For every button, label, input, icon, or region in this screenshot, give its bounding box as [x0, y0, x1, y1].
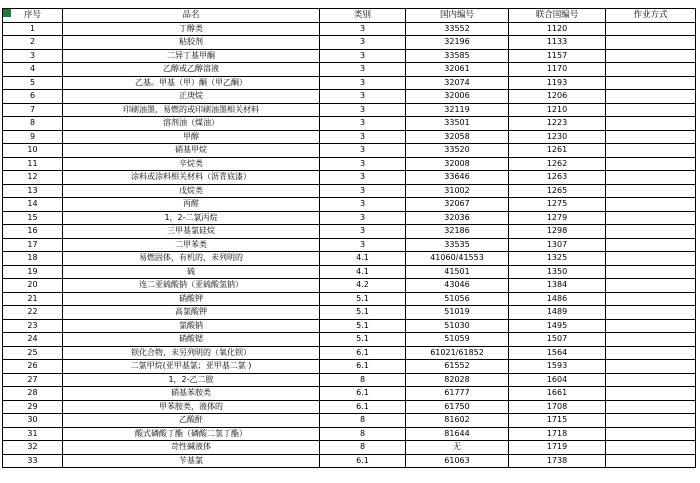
cell-operation[interactable] — [606, 63, 696, 77]
cell-seq[interactable]: 9 — [3, 130, 63, 144]
cell-un-no[interactable]: 1262 — [509, 157, 606, 171]
cell-un-no[interactable]: 1230 — [509, 130, 606, 144]
cell-domestic-no[interactable]: 33552 — [406, 22, 509, 36]
cell-operation[interactable] — [606, 49, 696, 63]
table-row — [3, 441, 696, 455]
table-row — [3, 319, 696, 333]
cell-un-no[interactable]: 1265 — [509, 184, 606, 198]
cell-seq[interactable]: 20 — [3, 279, 63, 293]
cell-domestic-no[interactable]: 43046 — [406, 279, 509, 293]
cell-class[interactable]: 5.1 — [320, 319, 406, 333]
cell-name[interactable]: 苄基氯 — [63, 454, 320, 468]
table-row — [3, 346, 696, 360]
cell-seq[interactable]: 16 — [3, 225, 63, 239]
cell-seq[interactable]: 13 — [3, 184, 63, 198]
cell-domestic-no[interactable]: 32006 — [406, 90, 509, 104]
cell-domestic-no[interactable]: 31002 — [406, 184, 509, 198]
cell-domestic-no[interactable]: 61021/61852 — [406, 346, 509, 360]
cell-name[interactable]: 二氯甲烷(亚甲基氯；亚甲基二氯 ) — [63, 360, 320, 374]
cell-domestic-no[interactable]: 41501 — [406, 265, 509, 279]
cell-name[interactable]: 溶剂油（煤油） — [63, 117, 320, 131]
cell-operation[interactable] — [606, 373, 696, 387]
cell-seq[interactable]: 23 — [3, 319, 63, 333]
cell-seq[interactable]: 5 — [3, 76, 63, 90]
cell-domestic-no[interactable]: 无 — [406, 441, 509, 455]
cell-class[interactable]: 3 — [320, 103, 406, 117]
cell-un-no[interactable]: 1193 — [509, 76, 606, 90]
cell-name[interactable]: 戊烷类 — [63, 184, 320, 198]
cell-un-no[interactable]: 1604 — [509, 373, 606, 387]
cell-domestic-no[interactable]: 32196 — [406, 36, 509, 50]
cell-domestic-no[interactable]: 51019 — [406, 306, 509, 320]
cell-name[interactable]: 连二亚硫酸钠（亚硫酸氢钠） — [63, 279, 320, 293]
cell-class[interactable]: 6.1 — [320, 454, 406, 468]
cell-un-no[interactable]: 1718 — [509, 427, 606, 441]
cell-seq[interactable]: 33 — [3, 454, 63, 468]
cell-name[interactable]: 乙基。甲基（甲）酮（甲乙酮） — [63, 76, 320, 90]
cell-domestic-no[interactable]: 33585 — [406, 49, 509, 63]
table-row — [3, 157, 696, 171]
table-row — [3, 387, 696, 401]
cell-class[interactable]: 8 — [320, 441, 406, 455]
cell-class[interactable]: 8 — [320, 373, 406, 387]
cell-class[interactable]: 4.1 — [320, 252, 406, 266]
cell-seq[interactable]: 24 — [3, 333, 63, 347]
table-row — [3, 373, 696, 387]
cell-domestic-no[interactable]: 32058 — [406, 130, 509, 144]
table-row — [3, 103, 696, 117]
cell-class[interactable]: 3 — [320, 76, 406, 90]
table-row — [3, 90, 696, 104]
cell-domestic-no[interactable]: 32036 — [406, 211, 509, 225]
cell-name[interactable]: 易燃固体，有机的，未列明的 — [63, 252, 320, 266]
cell-domestic-no[interactable]: 33646 — [406, 171, 509, 185]
cell-operation[interactable] — [606, 319, 696, 333]
cell-class[interactable]: 8 — [320, 414, 406, 428]
cell-class[interactable]: 6.1 — [320, 387, 406, 401]
cell-operation[interactable] — [606, 441, 696, 455]
table-row — [3, 427, 696, 441]
cell-seq[interactable]: 6 — [3, 90, 63, 104]
cell-class[interactable]: 3 — [320, 238, 406, 252]
cell-un-no[interactable]: 1325 — [509, 252, 606, 266]
cell-operation[interactable] — [606, 117, 696, 131]
header-seq[interactable]: 序号 — [3, 9, 63, 23]
cell-operation[interactable] — [606, 144, 696, 158]
cell-operation[interactable] — [606, 387, 696, 401]
cell-class[interactable]: 3 — [320, 225, 406, 239]
cell-seq[interactable]: 2 — [3, 36, 63, 50]
cell-seq[interactable]: 12 — [3, 171, 63, 185]
cell-un-no[interactable]: 1263 — [509, 171, 606, 185]
cell-class[interactable]: 8 — [320, 427, 406, 441]
cell-operation[interactable] — [606, 306, 696, 320]
cell-un-no[interactable]: 1170 — [509, 63, 606, 77]
cell-seq[interactable]: 29 — [3, 400, 63, 414]
cell-class[interactable]: 4.1 — [320, 265, 406, 279]
cell-class[interactable]: 3 — [320, 171, 406, 185]
cell-un-no[interactable]: 1210 — [509, 103, 606, 117]
cell-class[interactable]: 3 — [320, 184, 406, 198]
cell-seq[interactable]: 1 — [3, 22, 63, 36]
table-row — [3, 36, 696, 50]
cell-operation[interactable] — [606, 333, 696, 347]
cell-operation[interactable] — [606, 157, 696, 171]
table-row — [3, 22, 696, 36]
cell-domestic-no[interactable]: 32186 — [406, 225, 509, 239]
table-row — [3, 292, 696, 306]
cell-name[interactable]: 粘胶剂 — [63, 36, 320, 50]
cell-operation[interactable] — [606, 211, 696, 225]
cell-class[interactable]: 3 — [320, 36, 406, 50]
cell-operation[interactable] — [606, 184, 696, 198]
cell-class[interactable]: 3 — [320, 198, 406, 212]
cell-operation[interactable] — [606, 265, 696, 279]
cell-name[interactable]: 硝酸锶 — [63, 333, 320, 347]
cell-operation[interactable] — [606, 130, 696, 144]
cell-un-no[interactable]: 1307 — [509, 238, 606, 252]
cell-class[interactable]: 3 — [320, 157, 406, 171]
cell-name[interactable]: 乙酸酐 — [63, 414, 320, 428]
cell-domestic-no[interactable]: 32074 — [406, 76, 509, 90]
cell-seq[interactable]: 28 — [3, 387, 63, 401]
cell-class[interactable]: 3 — [320, 63, 406, 77]
cell-domestic-no[interactable]: 51030 — [406, 319, 509, 333]
cell-operation[interactable] — [606, 400, 696, 414]
cell-class[interactable]: 3 — [320, 144, 406, 158]
table-row — [3, 171, 696, 185]
cell-un-no[interactable]: 1120 — [509, 22, 606, 36]
cell-domestic-no[interactable]: 61750 — [406, 400, 509, 414]
cell-class[interactable]: 3 — [320, 130, 406, 144]
cell-operation[interactable] — [606, 225, 696, 239]
cell-domestic-no[interactable]: 32008 — [406, 157, 509, 171]
cell-domestic-no[interactable]: 41060/41553 — [406, 252, 509, 266]
cell-name[interactable]: 硝基甲烷 — [63, 144, 320, 158]
cell-seq[interactable]: 27 — [3, 373, 63, 387]
header-operation[interactable]: 作业方式 — [606, 9, 696, 23]
cell-class[interactable]: 6.1 — [320, 400, 406, 414]
cell-operation[interactable] — [606, 103, 696, 117]
cell-seq[interactable]: 22 — [3, 306, 63, 320]
cell-name[interactable]: 钡化合物，未另列明的（氧化钡） — [63, 346, 320, 360]
cell-un-no[interactable]: 1223 — [509, 117, 606, 131]
header-un-no[interactable]: 联合国编号 — [509, 9, 606, 23]
table-row — [3, 130, 696, 144]
cell-operation[interactable] — [606, 22, 696, 36]
table-row — [3, 211, 696, 225]
cell-seq[interactable]: 26 — [3, 360, 63, 374]
cell-domestic-no[interactable]: 32119 — [406, 103, 509, 117]
cell-name[interactable]: 涂料或涂料相关材料（沥青底漆） — [63, 171, 320, 185]
table-row — [3, 225, 696, 239]
cell-class[interactable]: 5.1 — [320, 333, 406, 347]
cell-seq[interactable]: 3 — [3, 49, 63, 63]
cell-seq[interactable]: 17 — [3, 238, 63, 252]
cell-class[interactable]: 3 — [320, 49, 406, 63]
cell-domestic-no[interactable]: 51059 — [406, 333, 509, 347]
cell-un-no[interactable]: 1298 — [509, 225, 606, 239]
cell-seq[interactable]: 14 — [3, 198, 63, 212]
cell-class[interactable]: 3 — [320, 211, 406, 225]
cell-operation[interactable] — [606, 427, 696, 441]
cell-un-no[interactable]: 1133 — [509, 36, 606, 50]
table-row — [3, 76, 696, 90]
cell-name[interactable]: 1，2-乙二胺 — [63, 373, 320, 387]
header-class[interactable]: 类别 — [320, 9, 406, 23]
cell-seq[interactable]: 11 — [3, 157, 63, 171]
data-table — [2, 8, 696, 468]
table-row — [3, 400, 696, 414]
cell-seq[interactable]: 25 — [3, 346, 63, 360]
cell-un-no[interactable]: 1495 — [509, 319, 606, 333]
cell-un-no[interactable]: 1708 — [509, 400, 606, 414]
cell-un-no[interactable]: 1719 — [509, 441, 606, 455]
cell-name[interactable]: 乙醇或乙醇溶液 — [63, 63, 320, 77]
cell-operation[interactable] — [606, 414, 696, 428]
cell-domestic-no[interactable]: 33501 — [406, 117, 509, 131]
cell-class[interactable]: 6.1 — [320, 360, 406, 374]
cell-domestic-no[interactable]: 61063 — [406, 454, 509, 468]
cell-seq[interactable]: 10 — [3, 144, 63, 158]
cell-name[interactable]: 甲醇 — [63, 130, 320, 144]
cell-seq[interactable]: 19 — [3, 265, 63, 279]
cell-name[interactable]: 高氯酸钾 — [63, 306, 320, 320]
header-domestic-no[interactable]: 国内编号 — [406, 9, 509, 23]
cell-name[interactable]: 丙醛 — [63, 198, 320, 212]
cell-seq[interactable]: 30 — [3, 414, 63, 428]
cell-un-no[interactable]: 1507 — [509, 333, 606, 347]
cell-name[interactable]: 三甲基氯硅烷 — [63, 225, 320, 239]
cell-name[interactable]: 硝酸钾 — [63, 292, 320, 306]
cell-domestic-no[interactable]: 32067 — [406, 198, 509, 212]
cell-name[interactable]: 正庚烷 — [63, 90, 320, 104]
cell-class[interactable]: 3 — [320, 117, 406, 131]
cell-domestic-no[interactable]: 33520 — [406, 144, 509, 158]
cell-domestic-no[interactable]: 51056 — [406, 292, 509, 306]
cell-domestic-no[interactable]: 61777 — [406, 387, 509, 401]
cell-seq[interactable]: 15 — [3, 211, 63, 225]
cell-un-no[interactable]: 1661 — [509, 387, 606, 401]
cell-name[interactable]: 甲苯胺类，液体的 — [63, 400, 320, 414]
cell-operation[interactable] — [606, 238, 696, 252]
cell-domestic-no[interactable]: 32061 — [406, 63, 509, 77]
cell-un-no[interactable]: 1715 — [509, 414, 606, 428]
cell-name[interactable]: 二异丁基甲酮 — [63, 49, 320, 63]
cell-name[interactable]: 硝基苯胺类 — [63, 387, 320, 401]
cell-un-no[interactable]: 1593 — [509, 360, 606, 374]
table-row — [3, 252, 696, 266]
header-name[interactable]: 品名 — [63, 9, 320, 23]
cell-name[interactable]: 丁醇类 — [63, 22, 320, 36]
cell-un-no[interactable]: 1738 — [509, 454, 606, 468]
cell-domestic-no[interactable]: 81644 — [406, 427, 509, 441]
cell-class[interactable]: 6.1 — [320, 346, 406, 360]
cell-un-no[interactable]: 1261 — [509, 144, 606, 158]
cell-operation[interactable] — [606, 76, 696, 90]
table-row — [3, 238, 696, 252]
cell-name[interactable]: 二甲苯类 — [63, 238, 320, 252]
cell-seq[interactable]: 18 — [3, 252, 63, 266]
cell-name[interactable]: 酸式磷酸丁酯（磷酸二氢丁酯） — [63, 427, 320, 441]
cell-operation[interactable] — [606, 36, 696, 50]
cell-name[interactable]: 硫 — [63, 265, 320, 279]
table-row — [3, 63, 696, 77]
table-row — [3, 360, 696, 374]
table-row — [3, 144, 696, 158]
table-row — [3, 306, 696, 320]
table-row — [3, 454, 696, 468]
cell-seq[interactable]: 4 — [3, 63, 63, 77]
table-row — [3, 333, 696, 347]
cell-un-no[interactable]: 1489 — [509, 306, 606, 320]
cell-class[interactable]: 4.2 — [320, 279, 406, 293]
cell-operation[interactable] — [606, 454, 696, 468]
cell-operation[interactable] — [606, 252, 696, 266]
cell-un-no[interactable]: 1279 — [509, 211, 606, 225]
cell-domestic-no[interactable]: 81602 — [406, 414, 509, 428]
cell-domestic-no[interactable]: 61552 — [406, 360, 509, 374]
cell-operation[interactable] — [606, 346, 696, 360]
cell-un-no[interactable]: 1350 — [509, 265, 606, 279]
cell-class[interactable]: 3 — [320, 90, 406, 104]
cell-name[interactable]: 1，2-二氯丙烷 — [63, 211, 320, 225]
cell-operation[interactable] — [606, 198, 696, 212]
cell-class[interactable]: 5.1 — [320, 292, 406, 306]
header-row — [3, 9, 696, 23]
cell-operation[interactable] — [606, 279, 696, 293]
table-row — [3, 184, 696, 198]
cell-seq[interactable]: 8 — [3, 117, 63, 131]
table-row — [3, 117, 696, 131]
table-row — [3, 265, 696, 279]
cell-operation[interactable] — [606, 171, 696, 185]
cell-class[interactable]: 3 — [320, 22, 406, 36]
cell-seq[interactable]: 21 — [3, 292, 63, 306]
cell-operation[interactable] — [606, 90, 696, 104]
cell-domestic-no[interactable]: 33535 — [406, 238, 509, 252]
cell-name[interactable]: 印刷油墨，易燃的或印刷油墨相关材料 — [63, 103, 320, 117]
table-row — [3, 198, 696, 212]
table-row — [3, 279, 696, 293]
cell-operation[interactable] — [606, 292, 696, 306]
cell-un-no[interactable]: 1564 — [509, 346, 606, 360]
cell-un-no[interactable]: 1384 — [509, 279, 606, 293]
cell-name[interactable]: 苛性碱液体 — [63, 441, 320, 455]
cell-seq[interactable]: 7 — [3, 103, 63, 117]
cell-seq[interactable]: 31 — [3, 427, 63, 441]
table-row — [3, 49, 696, 63]
cell-name[interactable]: 辛烷类 — [63, 157, 320, 171]
cell-un-no[interactable]: 1206 — [509, 90, 606, 104]
cell-operation[interactable] — [606, 360, 696, 374]
cell-un-no[interactable]: 1275 — [509, 198, 606, 212]
cell-class[interactable]: 5.1 — [320, 306, 406, 320]
cell-seq[interactable]: 32 — [3, 441, 63, 455]
cell-un-no[interactable]: 1486 — [509, 292, 606, 306]
cell-domestic-no[interactable]: 82028 — [406, 373, 509, 387]
cell-un-no[interactable]: 1157 — [509, 49, 606, 63]
table-row — [3, 414, 696, 428]
cell-name[interactable]: 氯酸钠 — [63, 319, 320, 333]
